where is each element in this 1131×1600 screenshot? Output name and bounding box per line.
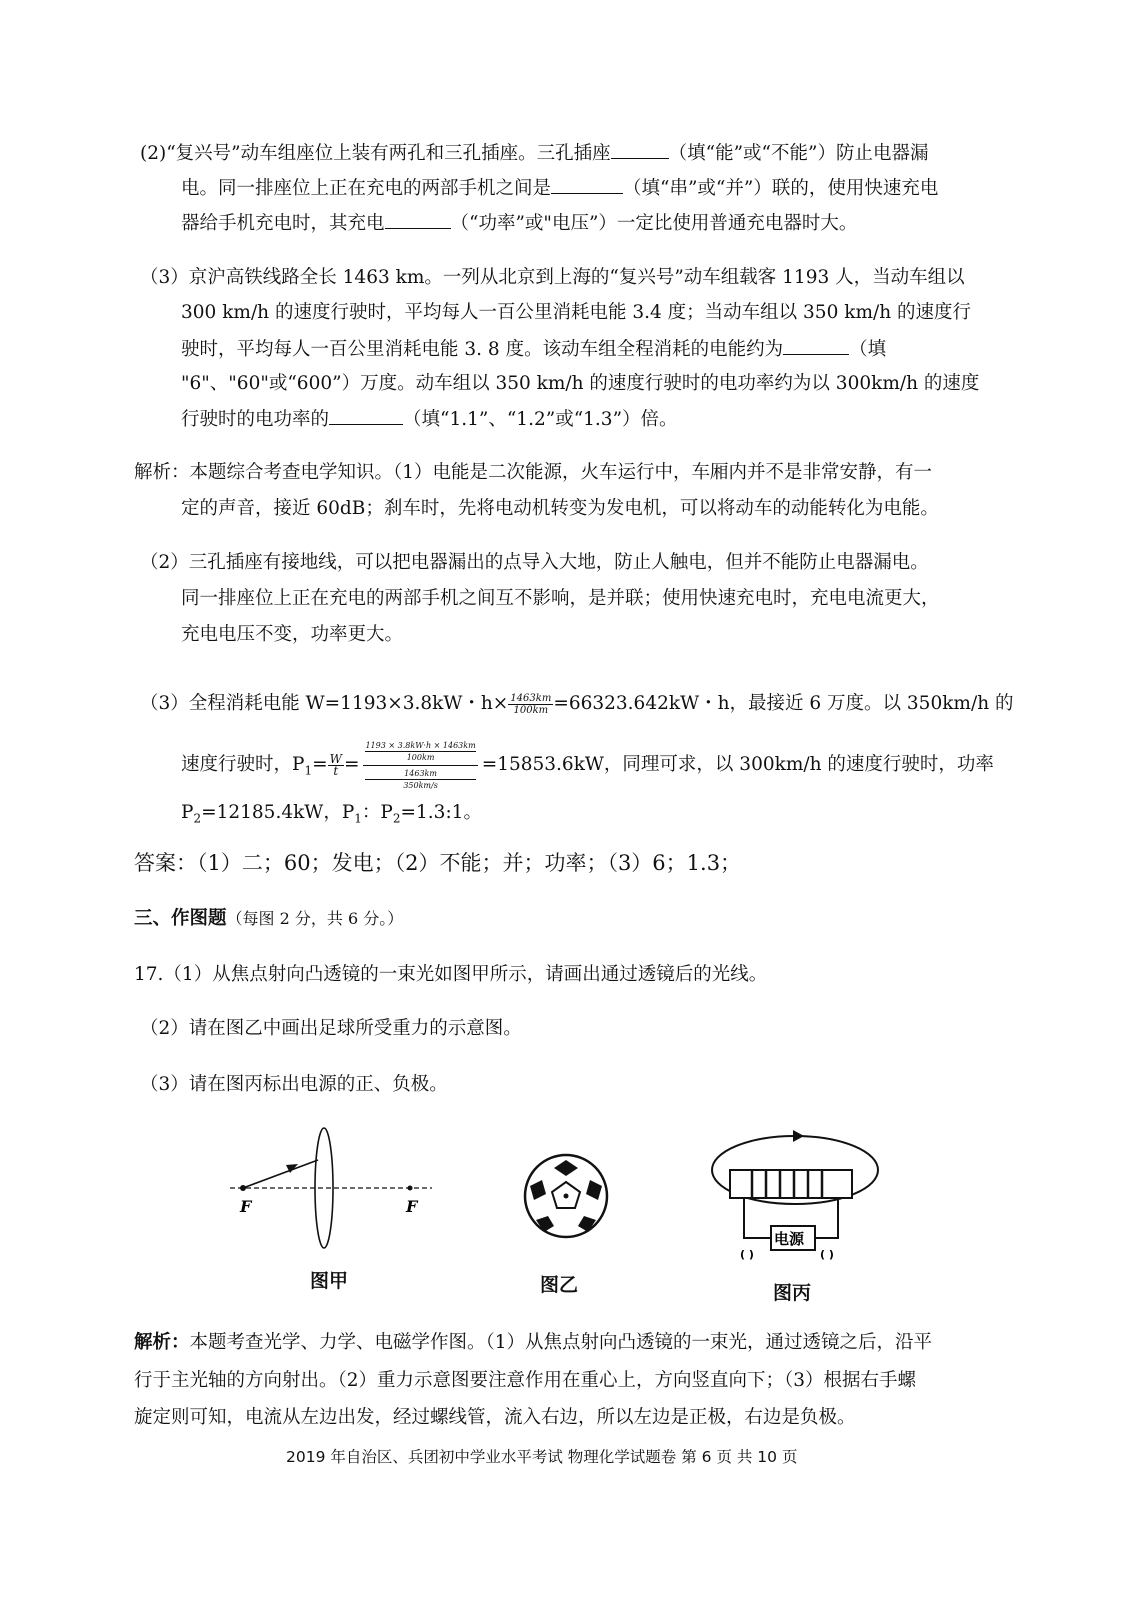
analysis-4-line-1: 解析：本题考查光学、力学、电磁学作图。（1）从焦点射向凸透镜的一束光，通过透镜之后，沿平 <box>134 1332 933 1353</box>
analysis-1-line-2: 定的声音，接近 60dB；刹车时，先将电动机转变为发电机，可以将动车的动能转化为电能。 <box>181 498 939 519</box>
answer-blank[interactable] <box>783 336 849 355</box>
light-ray <box>243 1160 318 1188</box>
bracket-left[interactable]: ( ) <box>740 1248 754 1261</box>
focus-point-right <box>408 1186 413 1191</box>
fraction-w-over-t: $\frac{W}{t}$ <box>329 751 342 778</box>
analysis-4-line-2: 行于主光轴的方向射出。（2）重力示意图要注意作用在重心上，方向竖直向下；（3）根据右手螺 <box>134 1370 917 1391</box>
answer-line: 答案：（1）二；60；发电；（2）不能；并；功率；（3）6；1.3； <box>134 851 742 875</box>
field-arrow-icon <box>793 1130 804 1142</box>
page-footer: 2019 年自治区、兵团初中学业水平考试 物理化学试题卷 第 6 页 共 10 页 <box>286 1448 798 1466</box>
answer-blank[interactable] <box>329 406 403 425</box>
q3-line-5: 行驶时的电功率的 （填“1.1”、“1.2”或“1.3”）倍。 <box>181 406 678 433</box>
figure-bing <box>712 1130 878 1261</box>
section-3-heading: 三、作图题（每图 2 分，共 6 分。） <box>134 908 404 929</box>
q3-line-3: 驶时，平均每人一百公里消耗电能 3. 8 度。该动车组全程消耗的电能约为 （填 <box>181 336 886 363</box>
q3-line-4: "6"、"60"或“600”）万度。动车组以 350 km/h 的速度行驶时的电功率约为以 300km/h 的速度 <box>181 373 980 394</box>
football-center-dot <box>564 1194 569 1199</box>
analysis-2-line-1: （2）三孔插座有接地线，可以把电器漏出的点导入大地，防止人触电，但并不能防止电器漏电。 <box>140 552 929 573</box>
answer-blank[interactable] <box>611 140 669 159</box>
q17-line-3: （3）请在图丙标出电源的正、负极。 <box>140 1074 448 1095</box>
fraction-distance: $\frac{1463km}{100km}$ <box>510 692 552 716</box>
figure-jia-label: 图甲 <box>310 1270 349 1292</box>
figure-jia <box>230 1128 432 1248</box>
fraction-compound: 1193 × 3.8kW·h × 1463km 100km 1463km 350km/s <box>365 740 476 790</box>
analysis-3-line-1: （3）全程消耗电能 W=1193×3.8kW・h× $\frac{1463km}{100km}$ =66323.642kW・h，最接近 6 万度。以 350km/h 的 <box>140 692 1014 716</box>
figure-bing-label: 图丙 <box>773 1282 812 1304</box>
analysis-2-line-3: 充电电压不变，功率更大。 <box>181 624 404 645</box>
figure-yi <box>525 1155 607 1237</box>
q17-line-1: 17.（1）从焦点射向凸透镜的一束光如图甲所示，请画出通过透镜后的光线。 <box>134 964 768 985</box>
analysis-2-line-2: 同一排座位上正在充电的两部手机之间互不影响，是并联；使用快速充电时，充电电流更大， <box>181 588 940 609</box>
q3-line-2: 300 km/h 的速度行驶时，平均每人一百公里消耗电能 3.4 度；当动车组以 350 km/h 的速度行 <box>181 302 972 323</box>
answer-blank[interactable] <box>385 210 451 229</box>
analysis-4-line-3: 旋定则可知，电流从左边出发，经过螺线管，流入右边，所以左边是正极，右边是负极。 <box>134 1407 856 1428</box>
analysis-3-line-3: $P_2=12185.4kW$，$P_1$：$P_2=1.3:1$。 <box>181 802 482 826</box>
analysis-1-line-1: 解析：本题综合考查电学知识。（1）电能是二次能源，火车运行中，车厢内并不是非常安静，有一 <box>134 462 933 483</box>
focus-label-right: F <box>406 1197 418 1216</box>
analysis-3-line-2: 速度行驶时，$P_1=$ $\frac{W}{t}$ = 1193 × 3.8kW·h × 1463km 100km 1463km 350km/s =15853.6kW，同理可求，以 300km/h 的速度行驶时，功率 <box>181 740 994 790</box>
q2-line-2: 电。同一排座位上正在充电的两部手机之间是 （填“串”或“并”）联的，使用快速充电 <box>181 175 938 202</box>
bracket-right[interactable]: ( ) <box>820 1248 834 1261</box>
q2-line-1: (2)“复兴号”动车组座位上装有两孔和三孔插座。三孔插座 （填“能”或“不能”）防止电器漏 <box>140 140 928 167</box>
q2-line-3: 器给手机充电时，其充电 （“功率”或"电压”）一定比使用普通充电器时大。 <box>181 210 857 237</box>
figures-svg <box>0 1120 1131 1360</box>
solenoid-core <box>730 1170 852 1198</box>
figure-yi-label: 图乙 <box>540 1274 579 1296</box>
q17-line-2: （2）请在图乙中画出足球所受重力的示意图。 <box>140 1018 522 1039</box>
power-source-label: 电源 <box>774 1230 805 1248</box>
focus-label-left: F <box>240 1197 252 1216</box>
answer-blank[interactable] <box>551 175 623 194</box>
q3-line-1: （3）京沪高铁线路全长 1463 km。一列从北京到上海的“复兴号”动车组载客 1193 人，当动车组以 <box>140 267 965 288</box>
